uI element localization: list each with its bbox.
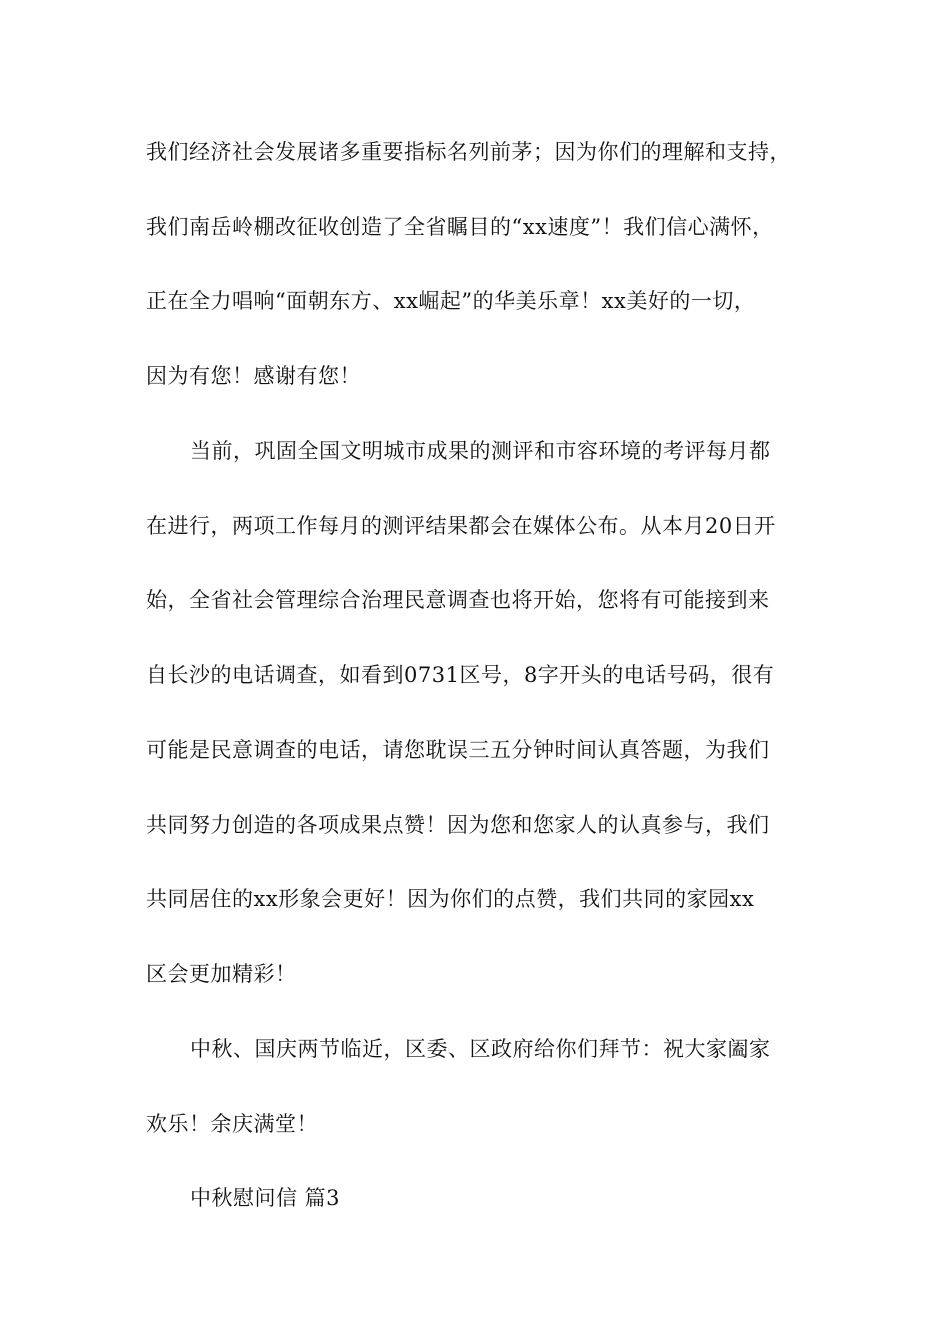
section-heading: 中秋慰问信 篇3 (190, 1186, 341, 1210)
paragraph-3-line-1: 中秋、国庆两节临近，区委、区政府给你们拜节：祝大家阖家 (190, 1037, 771, 1061)
paragraph-2-line-1: 当前，巩固全国文明城市成果的测评和市容环境的考评每月都 (190, 439, 771, 463)
paragraph-2-line-4: 自长沙的电话调查，如看到0731区号，8字开头的电话号码，很有 (146, 663, 775, 687)
paragraph-1-line-1: 我们经济社会发展诸多重要指标名列前茅；因为你们的理解和支持， (146, 140, 791, 164)
paragraph-2-line-5: 可能是民意调查的电话，请您耽误三五分钟时间认真答题，为我们 (146, 738, 770, 762)
paragraph-1-line-2: 我们南岳岭棚改征收创造了全省瞩目的“xx速度”！我们信心满怀， (146, 215, 774, 239)
paragraph-2-line-6: 共同努力创造的各项成果点赞！因为您和您家人的认真参与，我们 (146, 813, 770, 837)
paragraph-2-line-2: 在进行，两项工作每月的测评结果都会在媒体公布。从本月20日开 (146, 514, 776, 538)
paragraph-2-line-7: 共同居住的xx形象会更好！因为你们的点赞，我们共同的家园xx (146, 887, 755, 911)
paragraph-2-line-8: 区会更加精彩！ (146, 962, 297, 986)
paragraph-3-line-2: 欢乐！余庆满堂！ (146, 1112, 318, 1136)
paragraph-1-line-3: 正在全力唱响“面朝东方、xx崛起”的华美乐章！xx美好的一切， (146, 289, 756, 313)
paragraph-2-line-3: 始，全省社会管理综合治理民意调查也将开始，您将有可能接到来 (146, 588, 770, 612)
paragraph-1-line-4: 因为有您！感谢有您！ (146, 364, 361, 388)
